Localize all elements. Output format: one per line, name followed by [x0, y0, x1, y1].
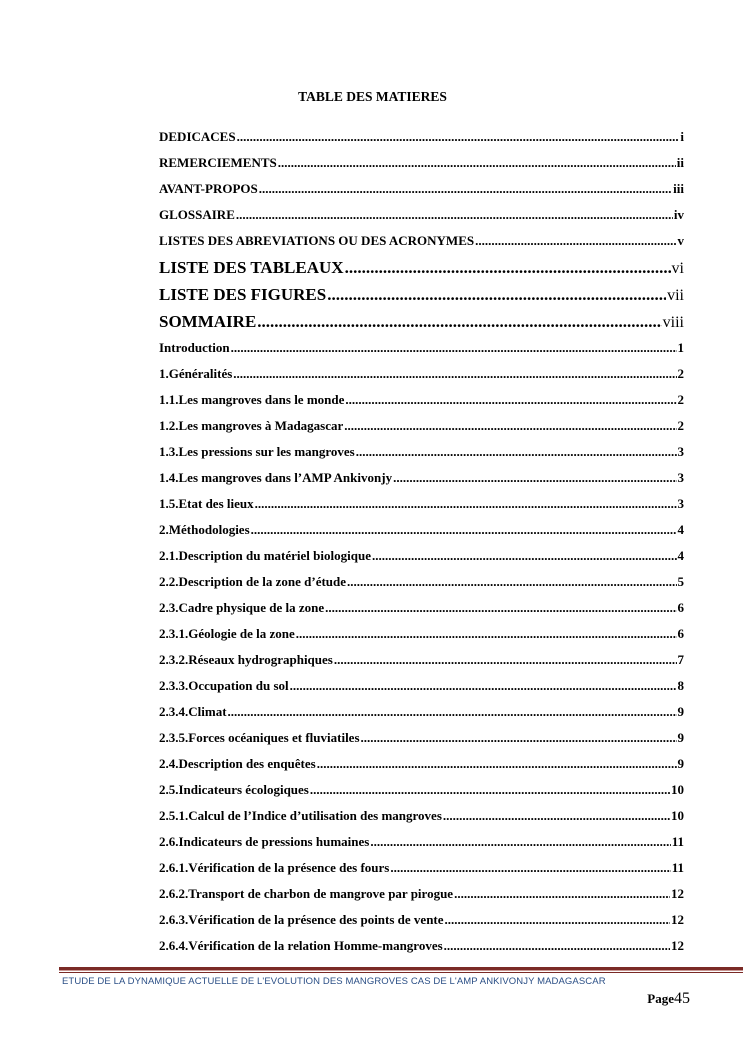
toc-entry [159, 361, 684, 387]
footer-rule [59, 967, 743, 971]
page-label: Page [647, 991, 674, 1006]
toc-leader-dots [236, 202, 673, 228]
toc-entry [159, 621, 684, 647]
toc-entry [159, 933, 684, 959]
toc-entry-page: i [680, 129, 684, 144]
toc-entry-page: 6 [677, 600, 684, 615]
toc-leader-dots [370, 829, 670, 855]
toc-entry-page: 4 [677, 548, 684, 563]
toc-entry-label: 2.6.3.Vérification de la présence des points de vente [159, 912, 444, 927]
toc-leader-dots [356, 439, 677, 465]
toc-entry-page: viii [662, 314, 684, 331]
toc-leader-dots [255, 491, 677, 517]
footer-running-title: ETUDE DE LA DYNAMIQUE ACTUELLE DE L'EVOLUTION DES MANGROVES CAS DE L'AMP ANKIVONJY MADAGASCAR [62, 976, 606, 987]
toc-entry-label: 2.3.5.Forces océaniques et fluviatiles [159, 730, 360, 745]
toc-entry-label: AVANT-PROPOS [159, 181, 258, 196]
toc-entry-label: 2.6.2.Transport de charbon de mangrove par pirogue [159, 886, 454, 901]
toc-entry [159, 595, 684, 621]
toc-entry-page: 2 [677, 418, 684, 433]
toc-entry-label: 2.6.4.Vérification de la relation Homme-mangroves [159, 938, 443, 953]
toc-entry [159, 150, 684, 176]
toc-entry-label: LISTE DES FIGURES [159, 285, 327, 304]
toc-entry [159, 855, 684, 881]
toc-leader-dots [390, 855, 670, 881]
toc-entry-label: SOMMAIRE [159, 312, 257, 331]
toc-entry-label: 2.2.Description de la zone d’étude [159, 574, 347, 589]
toc-leader-dots [233, 361, 676, 387]
toc-entry-page: iv [673, 207, 684, 222]
toc-leader-dots [231, 335, 677, 361]
toc-entry-page: vii [667, 287, 684, 304]
toc-entry [159, 254, 684, 281]
toc-entry-label: 2.5.Indicateurs écologiques [159, 782, 309, 797]
toc-entry [159, 228, 684, 254]
toc-leader-dots [393, 465, 676, 491]
toc-entry-page: v [677, 233, 684, 248]
toc-entry-label: 2.1.Description du matériel biologique [159, 548, 371, 563]
toc-entry [159, 439, 684, 465]
table-of-contents [159, 124, 684, 959]
toc-entry [159, 699, 684, 725]
toc-leader-dots [296, 621, 677, 647]
toc-leader-dots [361, 725, 677, 751]
toc-leader-dots [237, 124, 680, 150]
toc-entry [159, 517, 684, 543]
toc-entry-page: 11 [671, 834, 684, 849]
toc-entry-page: 9 [677, 704, 684, 719]
toc-entry [159, 413, 684, 439]
toc-entry-page: 1 [677, 340, 684, 355]
toc-entry-page: 6 [677, 626, 684, 641]
toc-entry [159, 881, 684, 907]
toc-leader-dots [445, 907, 670, 933]
toc-leader-dots [228, 699, 677, 725]
toc-leader-dots [317, 751, 677, 777]
toc-leader-dots [347, 569, 676, 595]
toc-leader-dots [310, 777, 670, 803]
toc-entry-page: 3 [677, 470, 684, 485]
toc-entry-label: 2.3.4.Climat [159, 704, 227, 719]
toc-entry-label: DEDICACES [159, 129, 236, 144]
toc-entry [159, 777, 684, 803]
toc-entry-page: 9 [677, 756, 684, 771]
page-number-value: 45 [674, 990, 690, 1007]
toc-entry [159, 569, 684, 595]
toc-leader-dots [344, 413, 676, 439]
toc-leader-dots [259, 176, 672, 202]
toc-leader-dots [475, 228, 676, 254]
toc-entry-page: 5 [677, 574, 684, 589]
toc-entry-label: 2.3.Cadre physique de la zone [159, 600, 325, 615]
toc-entry-label: REMERCIEMENTS [159, 155, 277, 170]
toc-entry-label: Introduction [159, 340, 230, 355]
toc-entry-page: 12 [671, 938, 684, 953]
toc-entry-page: 8 [677, 678, 684, 693]
toc-entry-page: ii [676, 155, 684, 170]
toc-entry-page: 7 [677, 652, 684, 667]
toc-entry-label: 2.3.3.Occupation du sol [159, 678, 289, 693]
footer-rule-thin [59, 972, 743, 973]
toc-entry [159, 465, 684, 491]
toc-leader-dots [251, 517, 677, 543]
toc-entry-label: 1.5.Etat des lieux [159, 496, 254, 511]
toc-entry-label: 1.2.Les mangroves à Madagascar [159, 418, 344, 433]
toc-entry [159, 124, 684, 150]
toc-entry-label: 1.1.Les mangroves dans le monde [159, 392, 345, 407]
toc-entry-page: 3 [677, 496, 684, 511]
toc-entry-page: iii [673, 181, 684, 196]
toc-entry-page: 2 [677, 366, 684, 381]
toc-entry-page: 11 [671, 860, 684, 875]
page-number [647, 990, 690, 1008]
toc-leader-dots [443, 803, 670, 829]
toc-entry-label: 2.6.Indicateurs de pressions humaines [159, 834, 370, 849]
toc-entry [159, 335, 684, 361]
toc-entry [159, 543, 684, 569]
toc-entry [159, 202, 684, 228]
toc-entry [159, 673, 684, 699]
toc-entry [159, 725, 684, 751]
toc-entry-label: 2.4.Description des enquêtes [159, 756, 316, 771]
toc-entry-label: 1.Généralités [159, 366, 233, 381]
toc-leader-dots [257, 308, 661, 335]
toc-leader-dots [327, 281, 666, 308]
toc-entry-label: 1.3.Les pressions sur les mangroves [159, 444, 355, 459]
toc-leader-dots [372, 543, 677, 569]
document-title: TABLE DES MATIERES [298, 89, 447, 104]
toc-leader-dots [345, 254, 671, 281]
toc-entry-label: 1.4.Les mangroves dans l’AMP Ankivonjy [159, 470, 393, 485]
toc-entry-page: 2 [677, 392, 684, 407]
toc-entry-label: LISTE DES TABLEAUX [159, 258, 344, 277]
toc-entry [159, 176, 684, 202]
toc-entry-label: 2.Méthodologies [159, 522, 250, 537]
toc-leader-dots [290, 673, 677, 699]
toc-entry-label: 2.5.1.Calcul de l’Indice d’utilisation des mangroves [159, 808, 442, 823]
toc-leader-dots [325, 595, 676, 621]
toc-entry-page: 12 [671, 886, 684, 901]
toc-entry [159, 647, 684, 673]
toc-entry [159, 491, 684, 517]
toc-entry-label: LISTES DES ABREVIATIONS OU DES ACRONYMES [159, 233, 475, 248]
toc-entry-page: 12 [671, 912, 684, 927]
toc-entry [159, 281, 684, 308]
toc-leader-dots [444, 933, 670, 959]
toc-leader-dots [345, 387, 676, 413]
toc-entry [159, 387, 684, 413]
toc-entry [159, 803, 684, 829]
toc-entry-label: GLOSSAIRE [159, 207, 235, 222]
toc-leader-dots [454, 881, 670, 907]
toc-entry [159, 751, 684, 777]
toc-entry-page: 3 [677, 444, 684, 459]
toc-entry-label: 2.3.1.Géologie de la zone [159, 626, 295, 641]
toc-entry [159, 308, 684, 335]
toc-leader-dots [278, 150, 676, 176]
toc-entry-page: 10 [671, 782, 684, 797]
toc-entry-page: vi [671, 260, 684, 277]
toc-entry [159, 829, 684, 855]
toc-entry-page: 10 [671, 808, 684, 823]
toc-leader-dots [334, 647, 677, 673]
toc-entry-page: 4 [677, 522, 684, 537]
toc-entry-label: 2.6.1.Vérification de la présence des fours [159, 860, 390, 875]
toc-entry-label: 2.3.2.Réseaux hydrographiques [159, 652, 333, 667]
toc-entry [159, 907, 684, 933]
toc-entry-page: 9 [677, 730, 684, 745]
